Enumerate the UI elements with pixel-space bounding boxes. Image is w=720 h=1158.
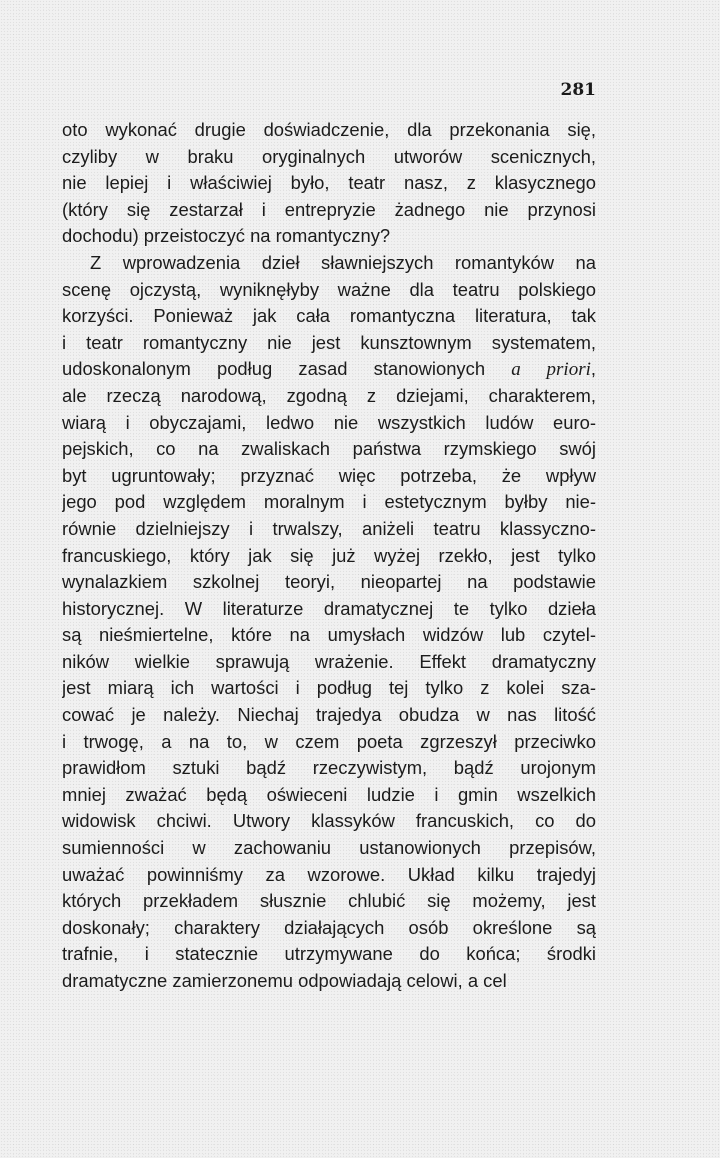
- text-segment: dramatyczne zamierzonemu odpowiadają celowi, a cel: [62, 970, 507, 991]
- text-segment: sumienności w zachowaniu ustanowionych przepisów,: [62, 837, 596, 859]
- text-segment: ale rzeczą narodową, zgodną z dziejami, charakterem,: [62, 384, 596, 406]
- text-line: [62, 516, 596, 543]
- text-line: [62, 649, 596, 676]
- text-segment: których przekładem słusznie chlubić się możemy, jest: [62, 890, 596, 912]
- text-line: [62, 463, 596, 490]
- text-line: [62, 117, 596, 144]
- text-line: [62, 489, 596, 516]
- text-line: [62, 968, 596, 995]
- text-segment: doskonały; charaktery działających osób określone są: [62, 916, 596, 938]
- text-line: [62, 915, 596, 942]
- text-line: [62, 410, 596, 437]
- text-line: [62, 782, 596, 809]
- text-line: [62, 808, 596, 835]
- text-line: [62, 862, 596, 889]
- text-segment: uważać powinniśmy za wzorowe. Układ kilku trajedyj: [62, 863, 596, 885]
- text-segment: (który się zestarzał i entrepryzie żadnego nie przynosi: [62, 198, 596, 220]
- text-segment: dochodu) przeistoczyć na romantyczny?: [62, 225, 391, 247]
- text-segment: i teatr romantyczny nie jest kunsztownym systematem,: [62, 331, 596, 353]
- text-line: [62, 356, 596, 383]
- text-segment: korzyści. Ponieważ jak cała romantyczna literatura, tak: [62, 305, 596, 327]
- text-line: [62, 596, 596, 623]
- text-segment: nie lepiej i właściwiej było, teatr nasz, z klasycznego: [62, 172, 596, 194]
- text-segment: scenę ojczystą, wyniknęłyby ważne dla teatru polskiego: [62, 278, 596, 300]
- text-line: [62, 436, 596, 463]
- text-line: [62, 941, 596, 968]
- text-line: [62, 250, 596, 277]
- text-segment: jego pod względem moralnym i estetycznym byłby nie-: [62, 491, 596, 513]
- text-line: [62, 702, 596, 729]
- text-segment: jest miarą ich wartości i podług tej tylko z kolei sza-: [62, 677, 596, 699]
- text-segment: trafnie, i statecznie utrzymywane do końca; środki: [62, 943, 596, 965]
- text-segment: udoskonalonym podług zasad stanowionych: [62, 358, 512, 380]
- text-line: [62, 755, 596, 782]
- text-line: [62, 383, 596, 410]
- text-line: [62, 144, 596, 171]
- text-line: [62, 543, 596, 570]
- text-segment: widowisk chciwi. Utwory klassyków francuskich, co do: [62, 810, 596, 832]
- text-segment: byt ugruntowały; przyznać więc potrzeba, że wpływ: [62, 464, 596, 486]
- text-segment: czyliby w braku oryginalnych utworów scenicznych,: [62, 145, 596, 167]
- text-line: [62, 729, 596, 756]
- text-segment: Z wprowadzenia dzieł sławniejszych romantyków na: [90, 251, 596, 273]
- text-line: [62, 888, 596, 915]
- text-segment: mniej zważać będą oświeceni ludzie i gmin wszelkich: [62, 783, 596, 805]
- text-line: [62, 675, 596, 702]
- text-segment: równie dzielniejszy i trwalszy, aniżeli teatru klassyczno-: [62, 517, 596, 539]
- text-line: [62, 277, 596, 304]
- text-line: [62, 330, 596, 357]
- text-segment: wynalazkiem szkolnej teoryi, nieopartej na podstawie: [62, 571, 596, 593]
- text-line: [62, 170, 596, 197]
- italic-phrase: a priori: [511, 359, 591, 381]
- text-segment: francuskiego, który jak się już wyżej rzekło, jest tylko: [62, 544, 596, 566]
- text-line: [62, 197, 596, 224]
- text-segment: pejskich, co na zwaliskach państwa rzymskiego swój: [62, 438, 596, 460]
- text-segment: cować je należy. Niechaj trajedya obudza w nas litość: [62, 704, 596, 726]
- text-line: [62, 303, 596, 330]
- text-segment: ,: [590, 358, 596, 380]
- body-text: [62, 117, 596, 995]
- page-number: 281: [560, 80, 596, 100]
- text-line: [62, 835, 596, 862]
- text-segment: i trwogę, a na to, w czem poeta zgrzeszył przeciwko: [62, 730, 596, 752]
- text-segment: historycznej. W literaturze dramatycznej te tylko dzieła: [62, 597, 596, 619]
- text-segment: są nieśmiertelne, które na umysłach widzów lub czytel-: [62, 624, 596, 646]
- text-line: [62, 569, 596, 596]
- text-segment: prawidłom sztuki bądź rzeczywistym, bądź urojonym: [62, 757, 596, 779]
- text-line: [62, 223, 596, 250]
- text-segment: oto wykonać drugie doświadczenie, dla przekonania się,: [62, 119, 596, 140]
- text-line: [62, 622, 596, 649]
- text-segment: ników wielkie sprawują wrażenie. Effekt dramatyczny: [62, 650, 596, 672]
- text-segment: wiarą i obyczajami, ledwo nie wszystkich ludów euro-: [62, 411, 596, 433]
